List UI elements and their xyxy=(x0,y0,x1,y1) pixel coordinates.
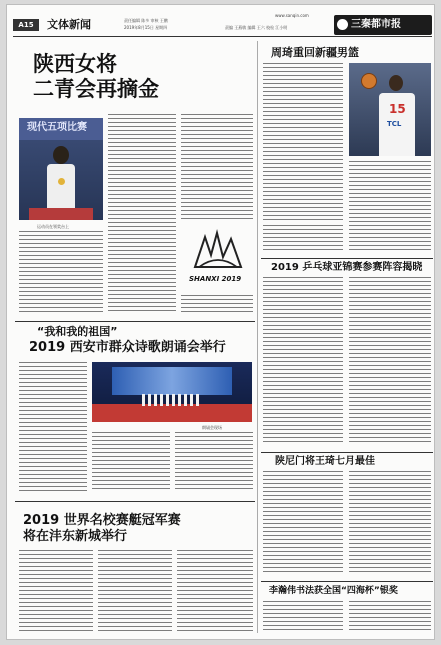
games-emblem-icon xyxy=(185,227,251,273)
headline-poetry-2: 2019 西安市群众诗歌朗诵会举行 xyxy=(29,340,226,355)
body-text-pingpong-1 xyxy=(19,231,103,313)
newspaper-page xyxy=(6,4,435,640)
board-panel xyxy=(19,118,103,140)
date-line: 2019年8月15日 星期四 xyxy=(124,25,168,30)
header-rule xyxy=(13,36,432,37)
body-text-rowing-2 xyxy=(98,550,172,632)
body-text-tt-2 xyxy=(349,277,431,445)
rule-4 xyxy=(261,452,433,453)
website: www.sanqin.com xyxy=(275,13,309,18)
body-text-tt-1 xyxy=(263,277,343,445)
body-text-sx-1 xyxy=(263,471,343,575)
headline-rowing-1: 2019 世界名校赛艇冠军赛 xyxy=(23,513,181,528)
body-text-poetry-2 xyxy=(92,432,170,492)
games-logo xyxy=(185,227,251,289)
photo-caption-pingpong: 运动员在领奖台上 xyxy=(37,224,69,229)
headline-pingpong-1: 陕西女将 xyxy=(33,52,117,76)
podium xyxy=(29,208,93,220)
body-text-li-1 xyxy=(263,601,343,633)
body-text-zhou-1 xyxy=(263,63,343,221)
stage-screen xyxy=(112,367,232,395)
body-text-sx-2 xyxy=(349,471,431,575)
jersey-brand: TCL xyxy=(387,120,402,128)
body-text-li-2 xyxy=(349,601,431,633)
basketball-icon xyxy=(361,73,377,89)
stage-floor xyxy=(92,404,252,422)
masthead-banner xyxy=(334,15,432,35)
headline-poetry-1: “我和我的祖国” xyxy=(37,325,118,338)
body-text-pingpong-3 xyxy=(181,114,253,220)
headline-rowing-2: 将在沣东新城举行 xyxy=(23,529,128,544)
headline-li: 李瀚伟书法获全国“四海杯”银奖 xyxy=(269,586,398,596)
headline-pingpong-2: 二青会再摘金 xyxy=(33,77,159,101)
logo-text: SHANXI 2019 xyxy=(189,275,242,283)
headline-shaanxi: 陕尼门将王琦七月最佳 xyxy=(275,456,375,467)
meta-line: 责编 王燕敏 编辑 王六 校检 江小明 xyxy=(225,25,288,30)
masthead-logo-icon xyxy=(337,19,348,30)
body-text-poetry-3 xyxy=(175,432,253,492)
athlete-head xyxy=(53,146,69,164)
stage-photo xyxy=(92,362,252,422)
rule-5 xyxy=(261,581,433,582)
player-photo xyxy=(349,63,431,156)
rule-2 xyxy=(15,501,255,502)
board-text: 现代五项比赛 xyxy=(27,122,87,133)
body-text-pingpong-4 xyxy=(181,295,253,314)
body-text-zhou-3 xyxy=(263,225,343,253)
athlete-body xyxy=(47,164,75,208)
rule-1 xyxy=(15,321,255,322)
medal-icon xyxy=(58,178,65,185)
body-text-rowing-3 xyxy=(177,550,253,632)
body-text-rowing-1 xyxy=(19,550,93,632)
player-head xyxy=(389,75,403,91)
player-jersey xyxy=(379,93,415,156)
performers xyxy=(142,394,202,406)
section-title: 文体新闻 xyxy=(47,18,91,31)
column-divider xyxy=(257,41,258,633)
medal-photo xyxy=(19,118,103,220)
body-text-pingpong-2 xyxy=(108,114,176,314)
page-number: A15 xyxy=(13,19,39,31)
headline-zhou: 周琦重回新疆男篮 xyxy=(271,46,359,59)
rule-3 xyxy=(261,258,433,259)
editor-line: 责任编辑 陈多 审核 王鹏 xyxy=(124,18,168,23)
body-text-zhou-2 xyxy=(349,161,431,253)
masthead-text: 三秦都市报 xyxy=(351,19,401,30)
photo-caption-poetry: 朗诵会现场 xyxy=(202,425,222,430)
jersey-number: 15 xyxy=(389,102,406,116)
body-text-poetry-1 xyxy=(19,362,87,492)
headline-tabletennis: 2019 乒乓球亚锦赛参赛阵容揭晓 xyxy=(271,262,423,273)
